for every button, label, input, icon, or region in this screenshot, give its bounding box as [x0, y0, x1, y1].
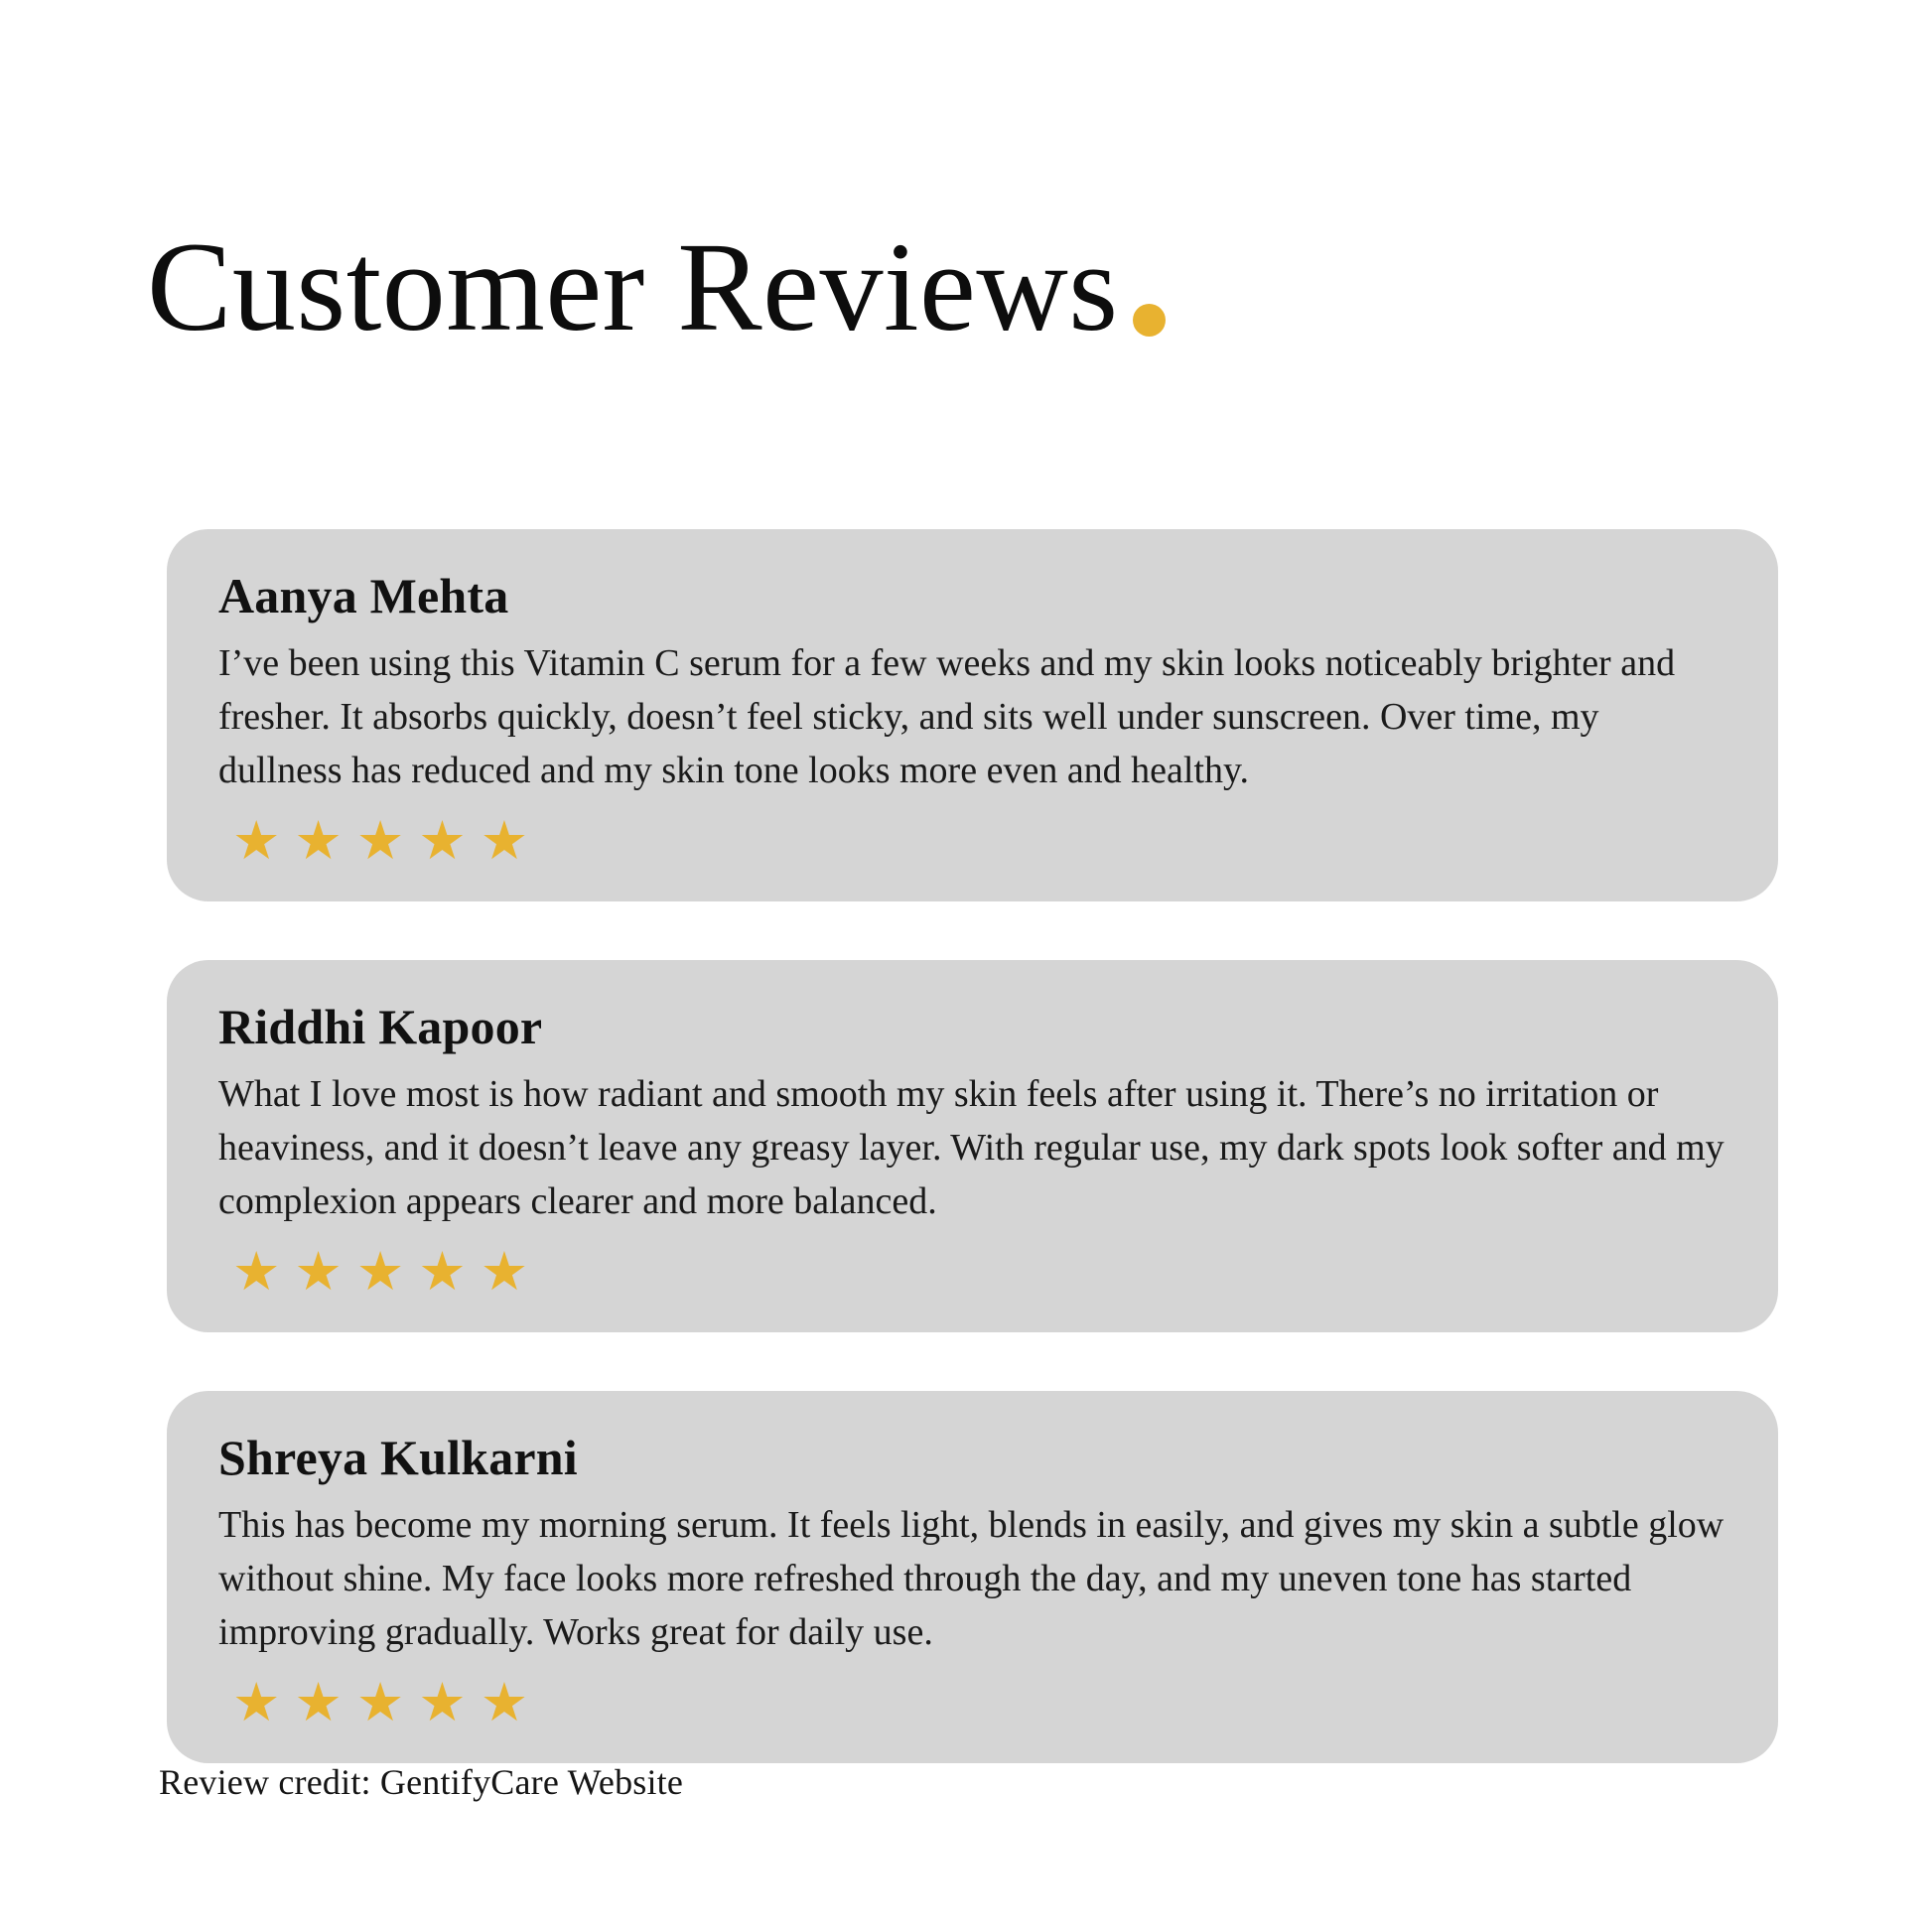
star-icon: ★ — [480, 810, 529, 871]
rating-stars — [218, 1241, 1726, 1302]
star-icon: ★ — [480, 1672, 529, 1732]
review-card — [167, 960, 1778, 1332]
reviewer-name: Aanya Mehta — [218, 568, 509, 623]
star-icon: ★ — [294, 810, 343, 871]
reviewer-name: Riddhi Kapoor — [218, 998, 543, 1054]
rating-stars — [218, 810, 1726, 871]
review-text: What I love most is how radiant and smooth my skin feels after using it. There’s no irritation or heaviness, and it doesn’t leave any greasy layer. With regular use, my dark spots look softer and my complexion appears clearer and more balanced. — [218, 1072, 1725, 1222]
review-text: This has become my morning serum. It feels light, blends in easily, and gives my skin a subtle glow without shine. My face looks more refreshed through the day, and my uneven tone has started improving gradually. Works great for daily use. — [218, 1503, 1725, 1653]
review-card — [167, 529, 1778, 901]
star-icon: ★ — [232, 810, 281, 871]
star-icon: ★ — [480, 1241, 529, 1302]
reviewer-name: Shreya Kulkarni — [218, 1429, 578, 1485]
reviews-list — [167, 529, 1778, 1763]
rating-stars — [218, 1672, 1726, 1732]
star-icon: ★ — [418, 1672, 467, 1732]
page-title — [147, 216, 1166, 357]
star-icon: ★ — [418, 810, 467, 871]
title-accent-dot — [1133, 304, 1166, 337]
page-title-text: Customer Reviews — [147, 216, 1119, 357]
star-icon: ★ — [418, 1241, 467, 1302]
star-icon: ★ — [294, 1241, 343, 1302]
star-icon: ★ — [232, 1241, 281, 1302]
star-icon: ★ — [355, 1672, 405, 1732]
review-credit: Review credit: GentifyCare Website — [159, 1762, 684, 1802]
star-icon: ★ — [294, 1672, 343, 1732]
star-icon: ★ — [232, 1672, 281, 1732]
review-text: I’ve been using this Vitamin C serum for a few weeks and my skin looks noticeably brighter and fresher. It absorbs quickly, doesn’t feel sticky, and sits well under sunscreen. Over time, my dullness has reduced and my skin tone looks more even and healthy. — [218, 642, 1676, 791]
star-icon: ★ — [355, 1241, 405, 1302]
review-card — [167, 1391, 1778, 1763]
star-icon: ★ — [355, 810, 405, 871]
